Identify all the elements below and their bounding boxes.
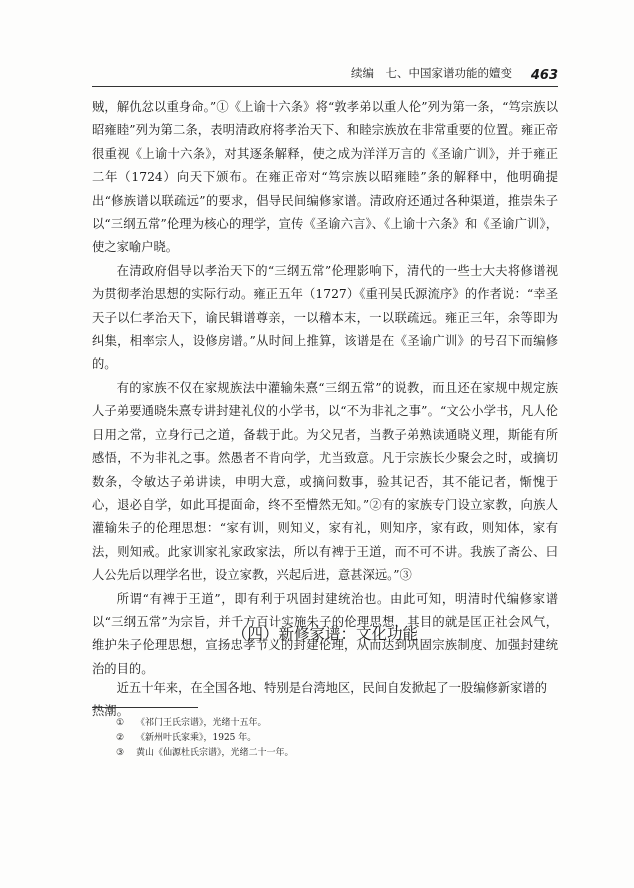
footnote-mark: ①: [116, 718, 125, 728]
footnote-text: 黄山《仙源杜氏宗谱》，光绪二十一年。: [136, 748, 294, 758]
footnote-mark: ③: [116, 748, 125, 758]
footnote-text: 《新州叶氏家乘》，1925 年。: [136, 733, 257, 743]
footnote: [116, 716, 536, 731]
running-header: [92, 62, 558, 87]
paragraph: 贼，解仇忿以重身命。”①《上谕十六条》将“敦孝弟以重人伦”列为第一条，“笃宗族以昭雍睦”列为第二条，表明清政府将孝治天下、和睦宗族放在非常重要的位置。雍正帝很重视《上谕十六条》，对其逐条解释，使之成为洋洋万言的《圣谕广训》，并于雍正二年（1724）向天下颁布。在雍正帝对“笃宗族以昭雍睦”条的解释中，他明确提出“修族谱以联疏远”的要求，倡导民间编修家谱。清政府还通过各种渠道，推崇朱子以“三纲五常”伦理为核心的理学，宣传《圣谕六言》、《上谕十六条》和《圣谕广训》，使之家喻户晓。: [92, 100, 558, 255]
footnote: [116, 746, 536, 761]
body-text: [92, 96, 558, 681]
footnotes: [116, 716, 536, 761]
paragraph: 在清政府倡导以孝治天下的“三纲五常”伦理影响下，清代的一些士大夫将修谱视为贯彻孝治思想的实际行动。雍正五年（1727）《重刊吴氏源流序》的作者说：“幸圣天子以仁孝治天下，谕民辑谱尊亲，一以稽本末，一以联疏远。雍正三年，余等即为纠集，相率宗人，设修房谱。”从时间上推算，该谱是在《圣谕广训》的号召下而编修的。: [92, 263, 558, 372]
page-number: 463: [530, 68, 558, 83]
footnote: [116, 731, 536, 746]
footnote-text: 《祁门王氏宗谱》，光绪十五年。: [136, 718, 267, 728]
paragraph: 所谓“有裨于王道”，即有利于巩固封建统治也。由此可知，明清时代编修家谱以“三纲五常”为宗旨，并千方百计实施朱子的伦理思想，其目的就是匡正社会风气，维护朱子伦理思想，宣扬忠孝节义的封建伦理，从而达到巩固宗族制度、加强封建统治的目的。: [92, 591, 558, 676]
footnote-divider: [92, 707, 198, 708]
section-heading: （四）新修家谱：文化功能: [231, 625, 418, 643]
footnote-mark: ②: [116, 733, 125, 743]
paragraph-text: 近五十年来，在全国各地、特别是台湾地区，民间自发掀起了一股编修新家谱的热潮。: [92, 681, 547, 718]
header-section-title: 续编 七、中国家谱功能的嬗变: [351, 66, 512, 80]
paragraph: 有的家族不仅在家规族法中灌输朱熹“三纲五常”的说教，而且还在家规中规定族人子弟要通晓朱熹专讲封建礼仪的小学书，以“不为非礼之事”。“文公小学书，凡人伦日用之常，立身行己之道，备载于此。为父兄者，当教子弟熟读通晓义理，斯能有所感悟，不为非礼之事。然愚者不肯向学，尤当致意。凡于宗族长少聚会之时，或摘切数条，令敏达子弟讲读，申明大意，或摘问数事，验其记否，其不能记者，惭愧于心，退必自学，如此耳提面命，终不至懵然无知。”②有的家族专门设立家教，向族人灌输朱子的伦理思想：“家有训，则知义，家有礼，则知序，家有政，则知体，家有法，则知戒。此家训家礼家政家法，所以有裨于王道，而不可不讲。我族了斋公、曰人公先后以理学名世，设立家教，兴起后进，意甚深远。”③: [92, 380, 558, 583]
